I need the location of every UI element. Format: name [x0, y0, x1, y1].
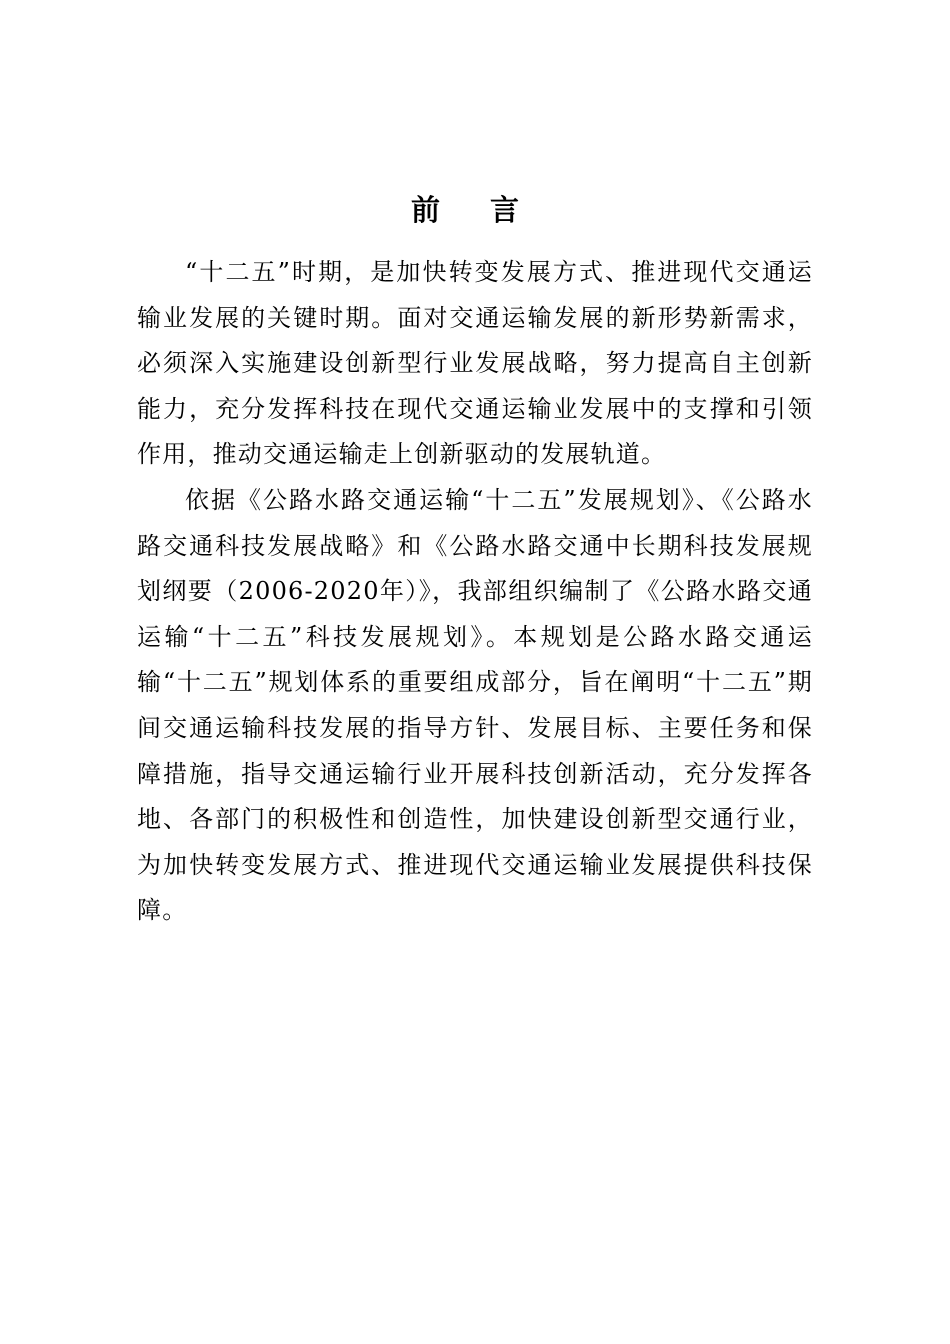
document-body	[137, 250, 813, 934]
paragraph-2: 依据《公路水路交通运输“十二五”发展规划》、《公路水路交通科技发展战略》和《公路水路交通中长期科技发展规划纲要（2006-2020年）》，我部组织编制了《公路水路交通运输“十二五”科技发展规划》。本规划是公路水路交通运输“十二五”规划体系的重要组成部分，旨在阐明“十二五”期间交通运输科技发展的指导方针、发展目标、主要任务和保障措施，指导交通运输行业开展科技创新活动，充分发挥各地、各部门的积极性和创造性，加快建设创新型交通行业，为加快转变发展方式、推进现代交通运输业发展提供科技保障。	[137, 485, 813, 925]
paragraph-1: “十二五”时期，是加快转变发展方式、推进现代交通运输业发展的关键时期。面对交通运输发展的新形势新需求，必须深入实施建设创新型行业发展战略，努力提高自主创新能力，充分发挥科技在现代交通运输业发展中的支撑和引领作用，推动交通运输走上创新驱动的发展轨道。	[137, 258, 813, 469]
page-title: 前 言	[410, 193, 540, 227]
